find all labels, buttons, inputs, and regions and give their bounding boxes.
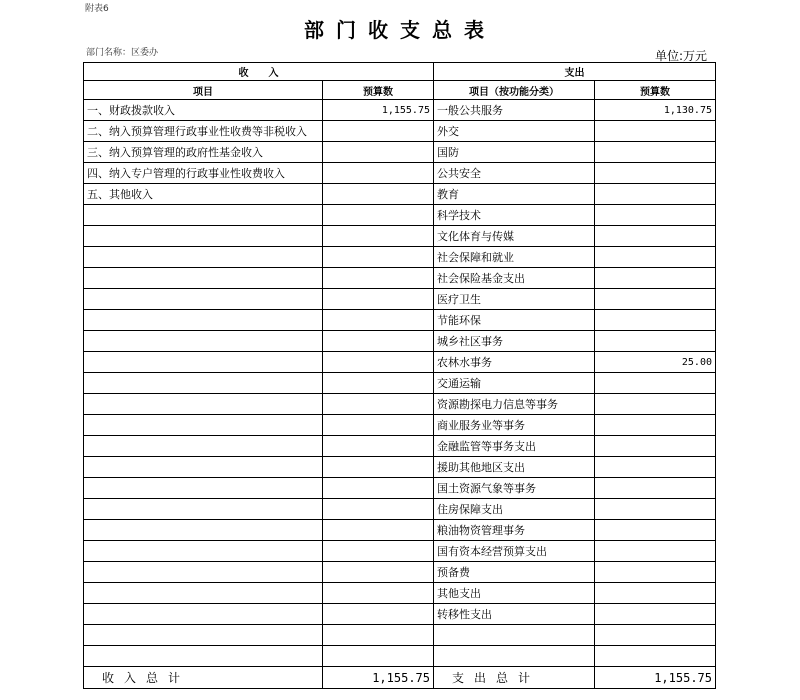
expense-item-cell: 其他支出 (434, 583, 595, 604)
expense-item-cell: 粮油物资管理事务 (434, 520, 595, 541)
income-budget-cell: 1,155.75 (323, 100, 434, 121)
expense-item-cell: 国有资本经营预算支出 (434, 541, 595, 562)
blank-row (84, 646, 716, 667)
expense-budget-cell (595, 457, 716, 478)
expense-budget-cell (595, 289, 716, 310)
budget-table-body (84, 63, 716, 689)
income-budget-cell (323, 478, 434, 499)
table-row (84, 604, 716, 625)
table-row (84, 142, 716, 163)
income-budget-cell (323, 310, 434, 331)
table-row (84, 352, 716, 373)
table-row (84, 499, 716, 520)
income-item-cell: 三、纳入预算管理的政府性基金收入 (84, 142, 323, 163)
expense-budget-cell (595, 205, 716, 226)
income-item-cell (84, 604, 323, 625)
expense-budget-cell (595, 268, 716, 289)
income-budget-cell (323, 226, 434, 247)
income-budget-cell (323, 415, 434, 436)
income-section-label: 收 入 (84, 63, 434, 81)
income-budget-cell (323, 604, 434, 625)
expense-budget-cell (595, 478, 716, 499)
blank-cell (434, 646, 595, 667)
expense-item-cell: 商业服务业等事务 (434, 415, 595, 436)
blank-cell (434, 625, 595, 646)
income-budget-cell (323, 457, 434, 478)
expense-item-cell: 国土资源气象等事务 (434, 478, 595, 499)
income-item-cell (84, 310, 323, 331)
income-item-cell (84, 352, 323, 373)
income-budget-header: 预算数 (323, 81, 434, 100)
income-budget-cell (323, 247, 434, 268)
income-budget-cell (323, 562, 434, 583)
expense-item-cell: 资源勘探电力信息等事务 (434, 394, 595, 415)
expense-budget-cell (595, 373, 716, 394)
expense-budget-cell (595, 499, 716, 520)
table-row (84, 541, 716, 562)
expense-section-label: 支出 (434, 63, 716, 81)
income-budget-cell (323, 436, 434, 457)
income-item-cell (84, 520, 323, 541)
expense-item-header: 项目（按功能分类） (434, 81, 595, 100)
expense-budget-cell (595, 163, 716, 184)
income-budget-cell (323, 205, 434, 226)
income-item-cell (84, 499, 323, 520)
expense-budget-cell: 25.00 (595, 352, 716, 373)
blank-cell (84, 625, 323, 646)
income-budget-cell (323, 163, 434, 184)
table-row (84, 310, 716, 331)
expense-item-cell: 交通运输 (434, 373, 595, 394)
budget-table (83, 62, 716, 689)
table-row (84, 520, 716, 541)
income-item-cell (84, 562, 323, 583)
section-header-row (84, 63, 716, 81)
income-budget-cell (323, 394, 434, 415)
expense-item-cell: 社会保障和就业 (434, 247, 595, 268)
expense-item-cell: 社会保险基金支出 (434, 268, 595, 289)
income-item-cell: 二、纳入预算管理行政事业性收费等非税收入 (84, 121, 323, 142)
income-item-cell (84, 289, 323, 310)
blank-cell (595, 646, 716, 667)
income-budget-cell (323, 499, 434, 520)
income-total-value: 1,155.75 (323, 667, 434, 689)
expense-item-cell: 援助其他地区支出 (434, 457, 595, 478)
income-budget-cell (323, 583, 434, 604)
expense-budget-cell (595, 541, 716, 562)
income-item-cell (84, 268, 323, 289)
page-title: 部门收支总表 (304, 18, 496, 42)
table-row (84, 394, 716, 415)
table-row (84, 562, 716, 583)
income-item-cell (84, 394, 323, 415)
attachment-label: 附表6 (85, 4, 109, 14)
table-row (84, 268, 716, 289)
expense-item-cell: 转移性支出 (434, 604, 595, 625)
totals-row (84, 667, 716, 689)
expense-item-cell: 住房保障支出 (434, 499, 595, 520)
income-item-cell (84, 247, 323, 268)
table-row (84, 121, 716, 142)
income-item-header: 项目 (84, 81, 323, 100)
expense-item-cell: 预备费 (434, 562, 595, 583)
income-budget-cell (323, 352, 434, 373)
table-row (84, 163, 716, 184)
blank-cell (84, 646, 323, 667)
income-budget-cell (323, 184, 434, 205)
income-budget-cell (323, 373, 434, 394)
income-total-label: 收入总计 (84, 667, 323, 689)
income-item-cell (84, 541, 323, 562)
table-row (84, 100, 716, 121)
expense-item-cell: 科学技术 (434, 205, 595, 226)
income-item-cell (84, 478, 323, 499)
income-item-cell: 四、纳入专户管理的行政事业性收费收入 (84, 163, 323, 184)
department-name: 部门名称：区委办 (86, 48, 159, 58)
blank-cell (323, 625, 434, 646)
expense-budget-cell (595, 436, 716, 457)
expense-item-cell: 金融监管等事务支出 (434, 436, 595, 457)
expense-item-cell: 一般公共服务 (434, 100, 595, 121)
income-item-cell (84, 436, 323, 457)
expense-item-cell: 城乡社区事务 (434, 331, 595, 352)
table-row (84, 436, 716, 457)
expense-budget-cell (595, 415, 716, 436)
table-row (84, 247, 716, 268)
expense-budget-cell (595, 331, 716, 352)
table-row (84, 415, 716, 436)
expense-item-cell: 外交 (434, 121, 595, 142)
income-budget-cell (323, 331, 434, 352)
unit-label: 单位:万元 (655, 49, 708, 63)
blank-cell (595, 625, 716, 646)
blank-cell (323, 646, 434, 667)
income-budget-cell (323, 520, 434, 541)
expense-total-label: 支出总计 (434, 667, 595, 689)
table-row (84, 205, 716, 226)
table-row (84, 457, 716, 478)
expense-budget-cell: 1,130.75 (595, 100, 716, 121)
income-item-cell (84, 457, 323, 478)
table-row (84, 289, 716, 310)
expense-budget-cell (595, 247, 716, 268)
table-row (84, 226, 716, 247)
income-item-cell (84, 205, 323, 226)
expense-budget-cell (595, 121, 716, 142)
blank-row (84, 625, 716, 646)
expense-budget-cell (595, 583, 716, 604)
income-budget-cell (323, 142, 434, 163)
expense-item-cell: 节能环保 (434, 310, 595, 331)
expense-budget-cell (595, 394, 716, 415)
expense-budget-cell (595, 520, 716, 541)
income-item-cell (84, 226, 323, 247)
expense-budget-cell (595, 184, 716, 205)
expense-item-cell: 教育 (434, 184, 595, 205)
expense-budget-cell (595, 604, 716, 625)
income-item-cell (84, 415, 323, 436)
expense-item-cell: 国防 (434, 142, 595, 163)
table-row (84, 478, 716, 499)
expense-budget-cell (595, 310, 716, 331)
table-row (84, 184, 716, 205)
income-item-cell: 一、财政拨款收入 (84, 100, 323, 121)
expense-item-cell: 文化体育与传媒 (434, 226, 595, 247)
income-budget-cell (323, 268, 434, 289)
income-item-cell (84, 583, 323, 604)
expense-budget-cell (595, 562, 716, 583)
expense-item-cell: 公共安全 (434, 163, 595, 184)
table-row (84, 583, 716, 604)
income-item-cell (84, 331, 323, 352)
income-item-cell (84, 373, 323, 394)
income-item-cell: 五、其他收入 (84, 184, 323, 205)
income-budget-cell (323, 541, 434, 562)
expense-item-cell: 农林水事务 (434, 352, 595, 373)
expense-budget-header: 预算数 (595, 81, 716, 100)
expense-total-value: 1,155.75 (595, 667, 716, 689)
table-row (84, 373, 716, 394)
expense-budget-cell (595, 226, 716, 247)
expense-item-cell: 医疗卫生 (434, 289, 595, 310)
income-budget-cell (323, 289, 434, 310)
table-row (84, 331, 716, 352)
income-budget-cell (323, 121, 434, 142)
column-header-row (84, 81, 716, 100)
expense-budget-cell (595, 142, 716, 163)
